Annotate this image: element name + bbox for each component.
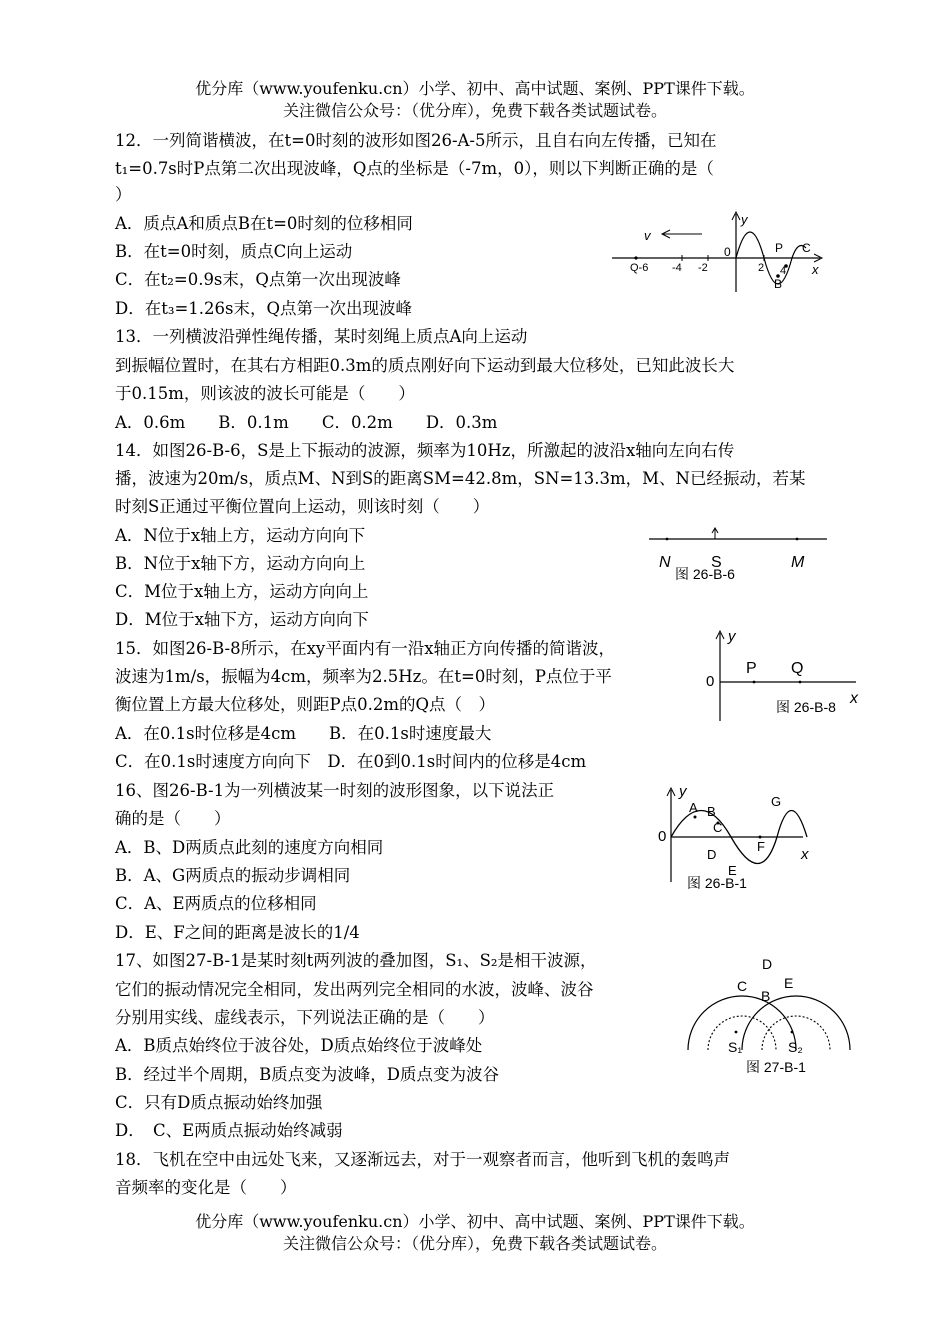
fig-label-p: P [775, 241, 784, 255]
text-line: 确的是（ ） [115, 809, 231, 828]
fig-label-m: M [791, 554, 805, 571]
text-line: 18．飞机在空中由远处飞来，又逐渐远去，对于一观察者而言，他听到飞机的轰鸣声 [115, 1150, 730, 1169]
fig-label-x: x [801, 846, 809, 863]
text-line: 时刻S正通过平衡位置向上运动，则该时刻（ ） [115, 497, 490, 516]
text-line: 14．如图26-B-6，S是上下振动的波源，频率为10Hz，所激起的波沿x轴向左向右传 [115, 441, 735, 460]
figure-caption: 图 26-B-1 [687, 875, 747, 891]
fig-label-b: B [707, 804, 716, 819]
text-line: C．只有D质点振动始终加强 [115, 1093, 323, 1112]
text-line: D． C、E两质点振动始终减弱 [115, 1121, 343, 1140]
text-line: C．M位于x轴上方，运动方向向上 [115, 582, 369, 601]
text-line: B．A、G两质点的振动步调相同 [115, 866, 351, 885]
text-line: D．M位于x轴下方，运动方向向下 [115, 610, 369, 629]
fig-label-n: N [659, 554, 671, 571]
fig-label-y: y [728, 628, 736, 645]
text-line: C．在t₂=0.9s末，Q点第一次出现波峰 [115, 270, 401, 289]
fig-label-e: E [784, 975, 794, 991]
fig-label-b: B [761, 988, 771, 1004]
fig-label-f: F [757, 839, 765, 854]
figure-27-b-1 [680, 952, 862, 1078]
figure-26-b-8 [700, 625, 870, 725]
text-line: A．在0.1s时位移是4cm B．在0.1s时速度最大 [115, 724, 492, 743]
text-line: 12．一列简谐横波，在t=0时刻的波形如图26-A-5所示，且自右向左传播，已知在 [115, 131, 717, 150]
fig-label-y: y [741, 212, 748, 227]
text-line: A．质点A和质点B在t=0时刻的位移相同 [115, 214, 413, 233]
figure-caption: 图 27-B-1 [746, 1059, 806, 1075]
text-line: B．在t=0时刻，质点C向上运动 [115, 242, 353, 261]
figure-caption: 图 26-B-8 [776, 699, 836, 715]
fig-label-g: G [771, 794, 782, 809]
fig-label-p: P [746, 660, 757, 677]
fig-label-q: Q [791, 660, 804, 677]
text-line: 分别用实线、虚线表示，下列说法正确的是（ ） [115, 1008, 495, 1027]
fig-label-d: D [762, 956, 773, 972]
text-line: 衡位置上方最大位移处，则距P点0.2m的Q点（ ） [115, 695, 496, 714]
text-line: 播，波速为20m/s，质点M、N到S的距离SM=42.8m，SN=13.3m，M、N已经振动，若某 [115, 469, 806, 488]
text-line: 它们的振动情况完全相同，发出两列完全相同的水波，波峰、波谷 [115, 980, 594, 999]
text-line: 17、如图27-B-1是某时刻t两列波的叠加图，S₁、S₂是相干波源， [115, 951, 597, 970]
fig-label-origin: 0 [724, 245, 731, 259]
text-line: 15．如图26-B-8所示，在xy平面内有一沿x轴正方向传播的简谐波， [115, 639, 616, 658]
text-line: 13．一列横波沿弹性绳传播，某时刻绳上质点A向上运动 [115, 327, 528, 346]
figure-26-a-5 [610, 208, 830, 296]
fig-label-c: C [737, 978, 748, 994]
text-line: 音频率的变化是（ ） [115, 1178, 297, 1197]
fig-label-origin: 0 [706, 673, 715, 690]
text-line: 于0.15m，则该波的波长可能是（ ） [115, 384, 415, 403]
text-line: B．N位于x轴下方，运动方向向上 [115, 554, 366, 573]
text-line: 波速为1m/s，振幅为4cm，频率为2.5Hz。在t=0时刻，P点位于平 [115, 667, 612, 686]
fig-label-m4: -4 [672, 262, 682, 274]
text-line: C．A、E两质点的位移相同 [115, 894, 317, 913]
text-line: C．在0.1s时速度方向向下 D．在0到0.1s时间内的位移是4cm [115, 752, 587, 771]
text-line: ） [115, 185, 132, 204]
fig-label-b: B [774, 277, 783, 291]
fig-label-c: C [713, 820, 723, 835]
fig-label-d: D [707, 847, 717, 862]
text-line: A．0.6m B．0.1m C．0.2m D．0.3m [115, 413, 498, 432]
fig-label-4: 4 [780, 265, 787, 277]
text-line: 16、图26-B-1为一列横波某一时刻的波形图象，以下说法正 [115, 781, 555, 800]
text-line: A．B、D两质点此刻的速度方向相同 [115, 838, 384, 857]
header-line-2: 关注微信公众号：（优分库），免费下载各类试题试卷。 [282, 101, 667, 120]
text-line: t₁=0.7s时P点第二次出现波峰，Q点的坐标是（-7m，0），则以下判断正确的是（ [115, 159, 714, 178]
text-line: 到振幅位置时，在其右方相距0.3m的质点刚好向下运动到最大位移处，已知此波长大 [115, 356, 735, 375]
fig-label-e: E [728, 863, 737, 878]
fig-label-a: A [689, 800, 698, 815]
text-line: A．B质点始终位于波谷处，D质点始终位于波峰处 [115, 1036, 483, 1055]
footer-line-1: 优分库（www.youfenku.cn）小学、初中、高中试题、案例、PPT课件下载。 [195, 1212, 755, 1231]
footer-line-2: 关注微信公众号：（优分库），免费下载各类试题试卷。 [282, 1234, 667, 1253]
text-line: D．E、F之间的距离是波长的1/4 [115, 923, 360, 942]
fig-label-2: 2 [758, 262, 765, 274]
fig-label-s2: S₂ [788, 1039, 803, 1055]
fig-label-x: x [812, 262, 819, 277]
text-line: A．N位于x轴上方，运动方向向下 [115, 526, 366, 545]
text-line: B．经过半个周期，B质点变为波峰，D质点变为波谷 [115, 1065, 499, 1084]
fig-label-y: y [679, 783, 687, 800]
fig-label-s1: S₁ [728, 1039, 743, 1055]
fig-label-x: x [850, 690, 858, 707]
figure-26-b-6 [645, 525, 835, 587]
figure-caption: 图 26-B-6 [675, 566, 735, 582]
figure-26-b-1 [655, 782, 825, 894]
fig-label-m2: -2 [698, 262, 708, 274]
header-line-1: 优分库（www.youfenku.cn）小学、初中、高中试题、案例、PPT课件下载。 [195, 79, 755, 98]
fig-label-v: v [644, 228, 651, 243]
text-line: D．在t₃=1.26s末，Q点第一次出现波峰 [115, 299, 413, 318]
fig-label-q6: Q-6 [630, 262, 649, 274]
fig-label-s: S [711, 554, 722, 571]
fig-label-origin: 0 [658, 828, 667, 845]
fig-label-c: C [802, 241, 811, 255]
